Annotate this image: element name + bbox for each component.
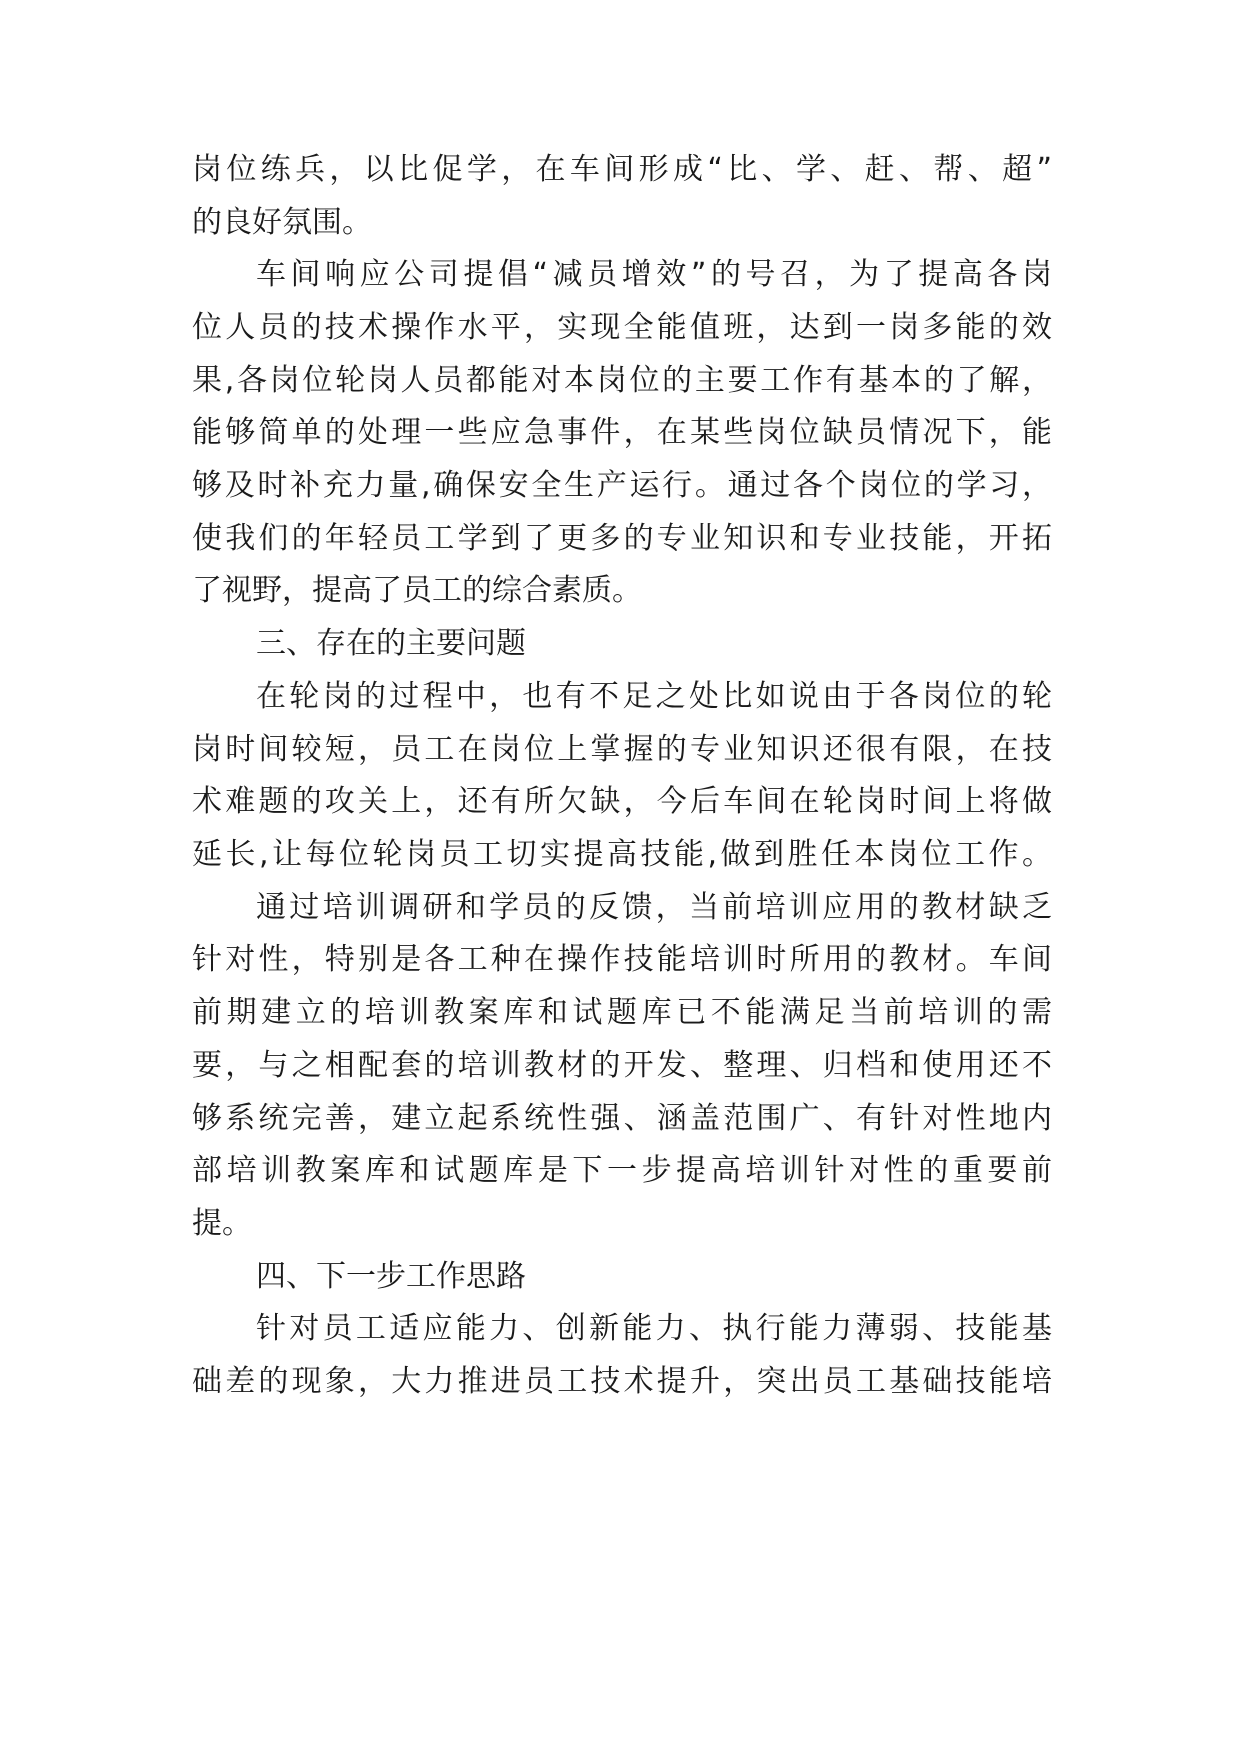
paragraph-first-line: 在轮岗的过程中，也有不足之处比如说由于各岗位的轮	[256, 679, 1052, 714]
body-text-line: 部培训教案库和试题库是下一步提高培训针对性的重要前	[192, 1153, 1052, 1188]
body-text-line: 础差的现象，大力推进员工技术提升，突出员工基础技能培	[192, 1364, 1052, 1399]
body-text-line: 了视野，提高了员工的综合素质。	[192, 573, 642, 608]
body-text-line: 岗位练兵，以比促学，在车间形成“比、学、赶、帮、超”	[192, 152, 1052, 187]
body-text-line: 能够简单的处理一些应急事件，在某些岗位缺员情况下，能	[192, 415, 1052, 450]
body-text-line: 前期建立的培训教案库和试题库已不能满足当前培训的需	[192, 995, 1052, 1030]
body-text-line: 的良好氛围。	[192, 205, 372, 240]
body-text-line: 使我们的年轻员工学到了更多的专业知识和专业技能，开拓	[192, 521, 1052, 556]
body-text-line: 延长,让每位轮岗员工切实提高技能,做到胜任本岗位工作。	[192, 837, 1052, 872]
body-text-line: 岗时间较短，员工在岗位上掌握的专业知识还很有限，在技	[192, 732, 1052, 767]
body-text-line: 够系统完善，建立起系统性强、涵盖范围广、有针对性地内	[192, 1101, 1052, 1136]
section-heading: 四、下一步工作思路	[256, 1259, 526, 1294]
body-text-line: 果,各岗位轮岗人员都能对本岗位的主要工作有基本的了解，	[192, 363, 1052, 398]
paragraph-first-line: 通过培训调研和学员的反馈，当前培训应用的教材缺乏	[256, 890, 1052, 925]
paragraph-first-line: 针对员工适应能力、创新能力、执行能力薄弱、技能基	[256, 1311, 1052, 1346]
body-text-line: 够及时补充力量,确保安全生产运行。通过各个岗位的学习，	[192, 468, 1052, 503]
paragraph-first-line: 车间响应公司提倡“减员增效”的号召，为了提高各岗	[256, 257, 1052, 292]
body-text-line: 提。	[192, 1206, 252, 1241]
body-text-line: 位人员的技术操作水平，实现全能值班，达到一岗多能的效	[192, 310, 1052, 345]
section-heading: 三、存在的主要问题	[256, 626, 526, 661]
body-text-line: 要，与之相配套的培训教材的开发、整理、归档和使用还不	[192, 1048, 1052, 1083]
body-text-line: 针对性，特别是各工种在操作技能培训时所用的教材。车间	[192, 942, 1052, 977]
body-text-line: 术难题的攻关上，还有所欠缺，今后车间在轮岗时间上将做	[192, 784, 1052, 819]
